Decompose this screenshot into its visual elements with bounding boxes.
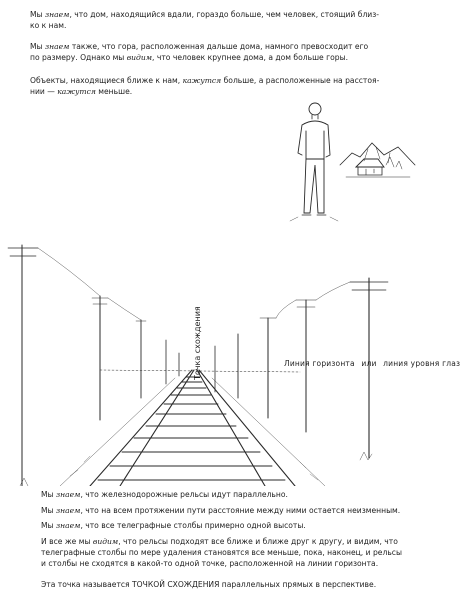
text-span: , что дом, находящийся вдали, гораздо больше, чем человек, стоящий близ-: [69, 10, 380, 19]
paragraph-converge: [41, 536, 402, 569]
text-span: также, что гора, расположенная дальше дома, намного превосходит его: [69, 42, 369, 51]
horizon-label-or: или: [361, 359, 377, 368]
text-span: , что на всем протяжении пути расстояние между ними остается неизменным.: [80, 506, 401, 515]
text-span: , что рельсы подходят все ближе и ближе друг к другу, и видим, что: [118, 537, 398, 546]
emphasis-text: знаем: [55, 521, 81, 530]
eye-level-label: линия уровня глаз: [383, 359, 461, 368]
paragraph-vanishing-point-definition: Эта точка называется ТОЧКОЙ СХОЖДЕНИЯ параллельных прямых в перспективе.: [41, 580, 377, 589]
emphasis-text: знаем: [55, 506, 81, 515]
emphasis-text: знаем: [44, 42, 70, 51]
paragraph-line: ко к нам.: [30, 21, 67, 30]
emphasis-text: кажутся: [182, 76, 222, 85]
text-span: по размеру. Однако мы: [30, 53, 127, 62]
text-span: Объекты, находящиеся ближе к нам,: [30, 76, 183, 85]
emphasis-text: кажутся: [57, 87, 96, 96]
paragraph-line: [30, 52, 368, 63]
text-span: , что все телеграфные столбы примерно одной высоты.: [80, 521, 306, 530]
text-span: меньше.: [95, 87, 133, 96]
text-span: нии —: [30, 87, 58, 96]
paragraph-mountain: [30, 41, 368, 63]
text-span: И все же мы: [41, 537, 93, 546]
paragraph-rail-distance: [41, 505, 400, 516]
text-span: Мы: [41, 506, 56, 515]
horizon-label-part: Линия горизонта: [284, 359, 355, 368]
paragraph-house-closer: [30, 9, 379, 31]
paragraph-line: [30, 9, 379, 20]
emphasis-text: знаем: [44, 10, 70, 19]
paragraph-line: [30, 41, 368, 52]
text-span: Мы: [41, 521, 56, 530]
paragraph-line: [30, 75, 379, 86]
text-span: Мы: [30, 10, 45, 19]
man-house-mountain-sketch: [280, 95, 430, 230]
paragraph-objects: [30, 75, 379, 97]
railway-perspective-sketch: [0, 228, 461, 486]
vanishing-point-label: Точка схождения: [193, 306, 202, 380]
emphasis-text: видим: [126, 53, 153, 62]
paragraph-rails-parallel: [41, 489, 288, 500]
paragraph-poles-height: [41, 520, 306, 531]
text-span: , что железнодорожные рельсы идут параллельно.: [80, 490, 288, 499]
paragraph-line: и столбы не сходятся в какой-то одной точке, расположенной на линии горизонта.: [41, 559, 379, 568]
emphasis-text: видим: [92, 537, 119, 546]
paragraph-line: телеграфные столбы по мере удаления становятся все меньше, пока, наконец, и рельсы: [41, 548, 402, 557]
horizon-line-label: [284, 359, 461, 368]
text-span: больше, а расположенные на расстоя-: [221, 76, 380, 85]
text-span: Мы: [41, 490, 56, 499]
emphasis-text: знаем: [55, 490, 81, 499]
text-span: , что человек крупнее дома, а дом больше горы.: [152, 53, 348, 62]
text-span: Мы: [30, 42, 45, 51]
paragraph-line: [41, 536, 402, 547]
